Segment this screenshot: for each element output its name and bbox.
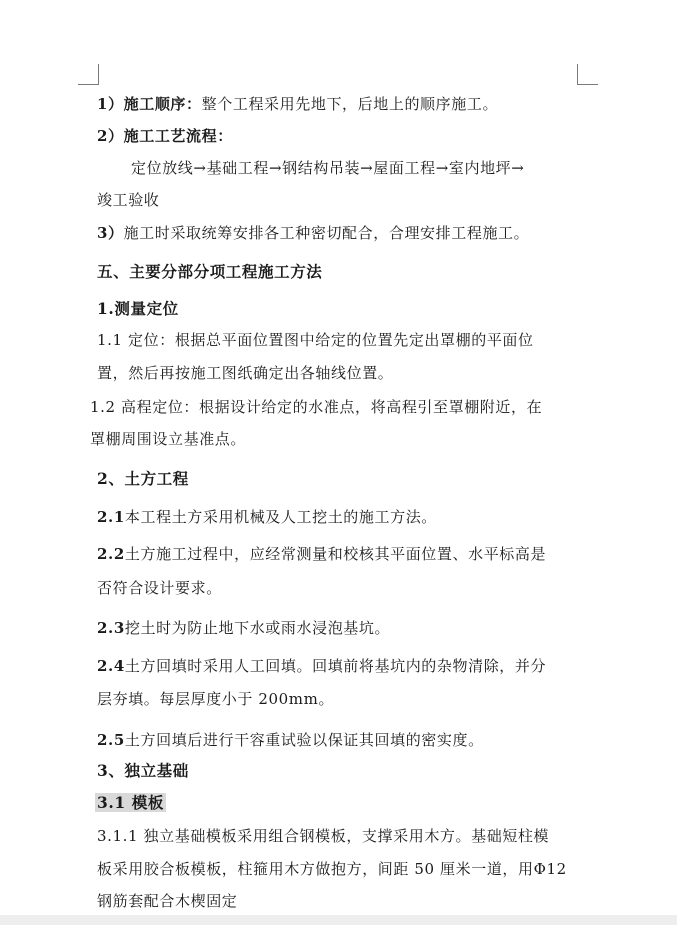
para-2-5-number: 2.5 <box>97 731 125 749</box>
para-1-2-line-2: 罩棚周围设立基准点。 <box>90 430 247 448</box>
margin-corner-top-right <box>577 64 598 85</box>
page-bottom-edge <box>0 915 677 925</box>
subsection-3-1-heading <box>95 793 166 813</box>
process-flow-line-1: 定位放线→基础工程→钢结构吊装→屋面工程→室内地坪→ <box>131 159 525 177</box>
subsection-3-1-highlight: 3.1 模板 <box>97 793 164 812</box>
construction-sequence-line <box>97 94 498 114</box>
para-1-2-line-1: 1.2 高程定位：根据设计给定的水准点，将高程引至罩棚附近，在 <box>90 398 543 416</box>
para-2-5 <box>97 730 484 750</box>
para-2-2-line-2: 否符合设计要求。 <box>97 579 222 597</box>
section-1-heading: 1.测量定位 <box>97 299 179 318</box>
para-2-1 <box>97 507 437 527</box>
para-2-3 <box>97 618 390 638</box>
section-2-heading: 2、土方工程 <box>97 469 189 488</box>
para-3-1-1-line-3: 钢筋套配合木楔固定 <box>97 892 238 910</box>
para-2-2-line-1 <box>97 544 546 564</box>
section-5-heading: 五、主要分部分项工程施工方法 <box>97 262 323 281</box>
para-3-1-1-line-2: 板采用胶合板模板，柱箍用木方做抱方，间距 50 厘米一道，用Φ12 <box>97 860 567 878</box>
para-2-4-number: 2.4 <box>97 657 125 675</box>
coordination-label: 3） <box>97 224 124 242</box>
para-2-2-text: 土方施工过程中，应经常测量和校核其平面位置、水平标高是 <box>124 545 547 563</box>
construction-sequence-text: 整个工程采用先地下，后地上的顺序施工。 <box>201 95 499 113</box>
para-2-1-text: 本工程土方采用机械及人工挖土的施工方法。 <box>124 508 437 526</box>
para-2-3-number: 2.3 <box>97 619 125 637</box>
process-flow-heading: 2）施工工艺流程： <box>97 127 233 145</box>
para-1-1-line-2: 置，然后再按施工图纸确定出各轴线位置。 <box>97 364 394 382</box>
para-2-2-number: 2.2 <box>97 545 125 563</box>
para-2-1-number: 2.1 <box>97 508 125 526</box>
margin-corner-top-left <box>78 64 99 85</box>
coordination-line <box>97 223 529 243</box>
para-2-3-text: 挖土时为防止地下水或雨水浸泡基坑。 <box>124 619 391 637</box>
construction-sequence-label: 1）施工顺序： <box>97 95 202 113</box>
process-flow-line-2: 竣工验收 <box>97 191 160 209</box>
para-3-1-1-line-1: 3.1.1 独立基础模板采用组合钢模板，支撑采用木方。基础短柱模 <box>97 827 550 845</box>
para-2-4-line-2: 层夯填。每层厚度小于 200mm。 <box>97 690 335 708</box>
para-2-5-text: 土方回填后进行干容重试验以保证其回填的密实度。 <box>124 731 484 749</box>
para-1-1-line-1: 1.1 定位：根据总平面位置图中给定的位置先定出罩棚的平面位 <box>97 331 534 349</box>
section-3-heading: 3、独立基础 <box>97 761 189 780</box>
para-2-4-text: 土方回填时采用人工回填。回填前将基坑内的杂物清除，并分 <box>124 657 547 675</box>
para-2-4-line-1 <box>97 656 546 676</box>
coordination-text: 施工时采取统筹安排各工种密切配合，合理安排工程施工。 <box>123 224 530 242</box>
